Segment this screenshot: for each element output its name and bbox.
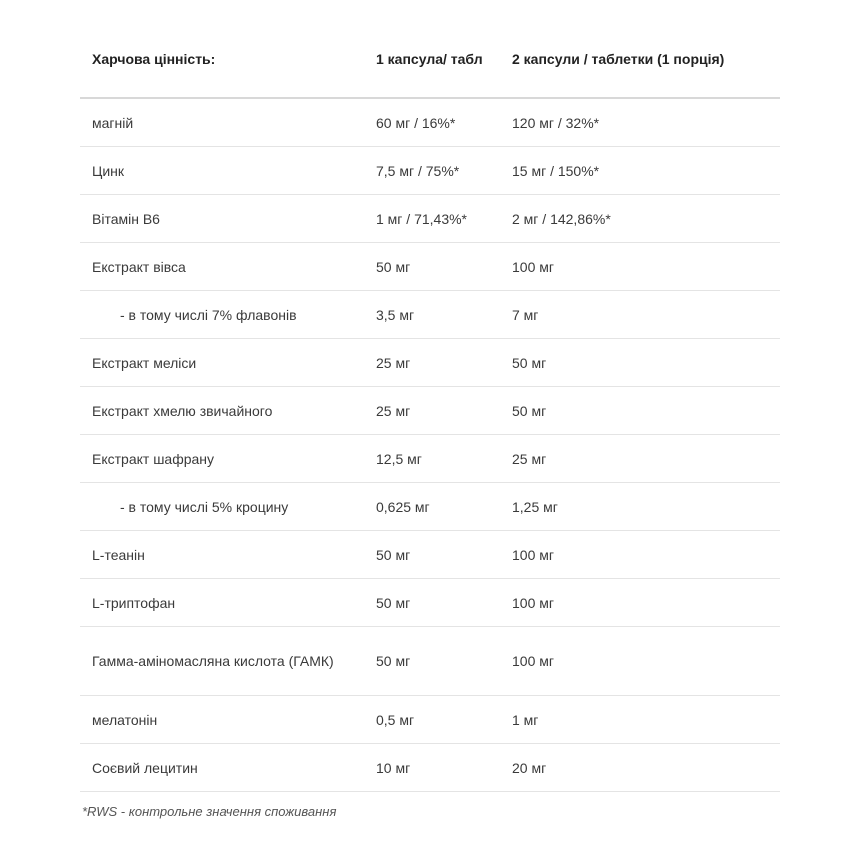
- nutrient-name: L-теанін: [80, 531, 364, 579]
- nutrition-facts: [80, 20, 780, 819]
- amount-one-capsule: 60 мг / 16%*: [364, 98, 500, 147]
- amount-one-capsule: 7,5 мг / 75%*: [364, 147, 500, 195]
- table-row: [80, 291, 780, 339]
- table-header-row: [80, 20, 780, 98]
- table-row: [80, 531, 780, 579]
- header-nutrient: Харчова цінність:: [80, 20, 364, 98]
- table-row: [80, 387, 780, 435]
- nutrient-name: мелатонін: [80, 696, 364, 744]
- nutrient-name: Вітамін В6: [80, 195, 364, 243]
- amount-one-capsule: 0,625 мг: [364, 483, 500, 531]
- table-row: [80, 243, 780, 291]
- table-row: [80, 696, 780, 744]
- amount-two-capsules: 20 мг: [500, 744, 780, 792]
- amount-one-capsule: 3,5 мг: [364, 291, 500, 339]
- amount-one-capsule: 1 мг / 71,43%*: [364, 195, 500, 243]
- amount-two-capsules: 120 мг / 32%*: [500, 98, 780, 147]
- nutrient-name: Екстракт хмелю звичайного: [80, 387, 364, 435]
- nutrient-name: Екстракт вівса: [80, 243, 364, 291]
- nutrient-name: магній: [80, 98, 364, 147]
- amount-one-capsule: 50 мг: [364, 531, 500, 579]
- amount-two-capsules: 15 мг / 150%*: [500, 147, 780, 195]
- nutrition-table: [80, 20, 780, 792]
- table-row: [80, 435, 780, 483]
- amount-one-capsule: 50 мг: [364, 627, 500, 696]
- table-row: [80, 627, 780, 696]
- amount-two-capsules: 100 мг: [500, 243, 780, 291]
- table-row: [80, 744, 780, 792]
- amount-two-capsules: 100 мг: [500, 531, 780, 579]
- amount-one-capsule: 12,5 мг: [364, 435, 500, 483]
- amount-two-capsules: 100 мг: [500, 579, 780, 627]
- table-row: [80, 483, 780, 531]
- amount-two-capsules: 1,25 мг: [500, 483, 780, 531]
- nutrient-name: Гамма-аміномасляна кислота (ГАМК): [80, 627, 364, 696]
- amount-one-capsule: 25 мг: [364, 339, 500, 387]
- table-row: [80, 579, 780, 627]
- amount-two-capsules: 25 мг: [500, 435, 780, 483]
- nutrient-name: L-триптофан: [80, 579, 364, 627]
- amount-two-capsules: 50 мг: [500, 339, 780, 387]
- header-two-capsules: 2 капсули / таблетки (1 порція): [500, 20, 780, 98]
- table-row: [80, 195, 780, 243]
- amount-one-capsule: 50 мг: [364, 243, 500, 291]
- nutrient-name: Соєвий лецитин: [80, 744, 364, 792]
- nutrient-name: Цинк: [80, 147, 364, 195]
- amount-one-capsule: 10 мг: [364, 744, 500, 792]
- amount-two-capsules: 2 мг / 142,86%*: [500, 195, 780, 243]
- amount-two-capsules: 50 мг: [500, 387, 780, 435]
- nutrient-name: Екстракт меліси: [80, 339, 364, 387]
- table-row: [80, 98, 780, 147]
- amount-two-capsules: 7 мг: [500, 291, 780, 339]
- header-one-capsule: 1 капсула/ табл: [364, 20, 500, 98]
- table-row: [80, 147, 780, 195]
- footnote: *RWS - контрольне значення споживання: [82, 804, 337, 819]
- nutrient-name: - в тому числі 5% кроцину: [80, 483, 364, 531]
- amount-two-capsules: 100 мг: [500, 627, 780, 696]
- amount-one-capsule: 0,5 мг: [364, 696, 500, 744]
- nutrient-name: Екстракт шафрану: [80, 435, 364, 483]
- amount-one-capsule: 50 мг: [364, 579, 500, 627]
- nutrient-name: - в тому числі 7% флавонів: [80, 291, 364, 339]
- amount-two-capsules: 1 мг: [500, 696, 780, 744]
- table-row: [80, 339, 780, 387]
- amount-one-capsule: 25 мг: [364, 387, 500, 435]
